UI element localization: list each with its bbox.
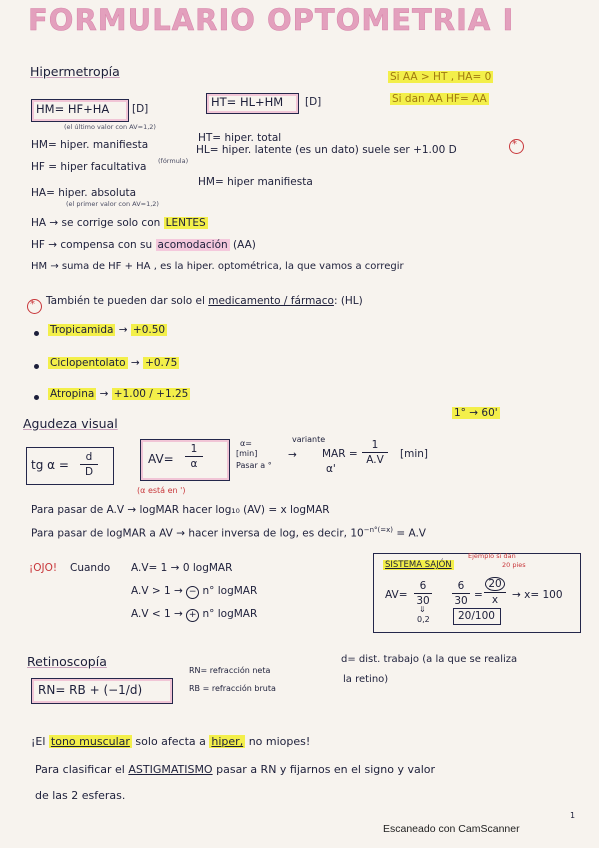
degree-conversion: 1° → 60' xyxy=(454,407,498,419)
formula-rn: RN= RB + (−1/d) xyxy=(38,683,143,697)
variante-label: variante xyxy=(292,435,326,444)
alpha-small: α= xyxy=(240,439,252,448)
logmar-line-1: Para pasar de A.V → logMAR hacer log₁₀ (AV) = x logMAR xyxy=(31,504,330,516)
d-definition-2: la retino) xyxy=(343,674,389,685)
mar-lhs: MAR = xyxy=(322,448,358,460)
formula-ht: HT= HL+HM xyxy=(211,95,284,109)
hf-definition: HF = hiper facultativa xyxy=(31,161,147,173)
mar-fraction: 1 A.V xyxy=(362,439,388,466)
sajon-fraction-2: 6 30 xyxy=(452,580,470,607)
rb-definition: RB = refracción bruta xyxy=(189,684,276,693)
sajon-av: AV= xyxy=(385,589,408,601)
footer-watermark: Escaneado con CamScanner xyxy=(383,823,520,835)
variante-arrow: → xyxy=(288,449,297,461)
formula-tg-lhs: tg α = xyxy=(31,458,69,472)
formula-hm-unit: [D] xyxy=(132,103,149,115)
hf-note: (fórmula) xyxy=(158,157,189,165)
hm-note: (el último valor con AV=1,2) xyxy=(64,123,156,131)
rn-definition: RN= refracción neta xyxy=(189,666,271,675)
cuando-label: Cuando xyxy=(70,562,111,574)
sajon-note-2: 20 pies xyxy=(502,561,526,569)
astig-line: Para clasificar el ASTIGMATISMO pasar a RN y fijarnos en el signo y valor xyxy=(35,763,436,776)
alpha-prime: α' xyxy=(326,463,336,475)
case-row: A.V= 1 → 0 logMAR xyxy=(131,562,233,574)
drug-row: Ciclopentolato → +0.75 xyxy=(50,357,178,369)
section-heading-hipermetropia: Hipermetropía xyxy=(30,64,120,79)
formula-hm: HM= HF+HA xyxy=(36,102,110,116)
ha-definition: HA= hiper. absoluta xyxy=(31,187,137,199)
sajon-fraction-3: $\frac{20}{x}$ xyxy=(484,577,506,606)
ha-note: (el primer valor con AV=1,2) xyxy=(66,200,159,208)
hl-definition: HL= hiper. latente (es un dato) suele ser +1.00 D xyxy=(196,144,457,156)
line-hm: HM → suma de HF + HA , es la hiper. optométrica, la que vamos a corregir xyxy=(31,261,404,272)
line-hf: HF → compensa con su acomodación (AA) xyxy=(31,239,256,251)
formula-av-fraction: 1 α xyxy=(185,443,203,470)
tono-line: ¡El tono muscular solo afecta a hiper, no miopes! xyxy=(31,735,311,748)
alpha-unit: [min] xyxy=(236,449,258,458)
star-mark: * xyxy=(30,299,35,310)
bullet xyxy=(34,395,39,400)
ht-definition: HT= hiper. total xyxy=(198,132,282,144)
astig-line-end: de las 2 esferas. xyxy=(35,789,126,802)
hm2-definition: HM= hiper manifiesta xyxy=(198,176,313,188)
line-ha: HA → se corrige solo con LENTES xyxy=(31,217,206,229)
section-heading-retinoscopia: Retinoscopía xyxy=(27,654,107,669)
sajon-boxed: 20/100 xyxy=(458,610,495,622)
ojo-label: ¡OJO! xyxy=(29,562,58,574)
drug-row: Tropicamida → +0.50 xyxy=(50,324,166,336)
sajon-fraction-1: 6 30 xyxy=(414,580,432,607)
alpha-pasar: Pasar a ° xyxy=(236,461,272,470)
line-star: También te pueden dar solo el medicamento / fármaco: (HL) xyxy=(46,295,363,307)
formula-ht-unit: [D] xyxy=(305,96,322,108)
hl-star-mark: * xyxy=(512,139,517,150)
sajon-title: SISTEMA SAJÓN xyxy=(385,560,452,570)
case-row: A.V > 1 → − n° logMAR xyxy=(131,585,258,597)
page-number: 1 xyxy=(570,811,576,820)
sajon-eq: = xyxy=(474,589,483,601)
sajon-result: → x= 100 xyxy=(512,589,563,601)
bullet xyxy=(34,364,39,369)
d-definition: d= dist. trabajo (a la que se realiza xyxy=(341,654,518,665)
hm-definition: HM= hiper. manifiesta xyxy=(31,139,149,151)
mar-unit: [min] xyxy=(400,448,428,460)
bullet xyxy=(34,331,39,336)
drug-row: Atropina → +1.00 / +1.25 xyxy=(50,388,189,400)
red-note: (α está en ') xyxy=(137,486,186,495)
case-row: A.V < 1 → + n° logMAR xyxy=(131,608,258,620)
sajon-note-1: Ejemplo si dan xyxy=(468,552,516,560)
page-title: FORMULARIO OPTOMETRIA I xyxy=(28,3,515,37)
rule-dan-aa: Si dan AA HF= AA xyxy=(392,93,487,105)
logmar-line-2: Para pasar de logMAR a AV → hacer inversa de log, es decir, $10^{-n^\circ(=x)} = A.V$ xyxy=(31,526,426,540)
section-heading-agudeza: Agudeza visual xyxy=(23,416,118,431)
formula-tg-fraction: d D xyxy=(80,451,98,478)
rule-aa-ht: Si AA > HT , HA= 0 xyxy=(390,71,492,83)
sajon-under-value: 0,2 xyxy=(417,615,430,624)
sajon-under-arrow: ⇓ xyxy=(419,605,426,614)
formula-av-lhs: AV= xyxy=(148,452,174,466)
